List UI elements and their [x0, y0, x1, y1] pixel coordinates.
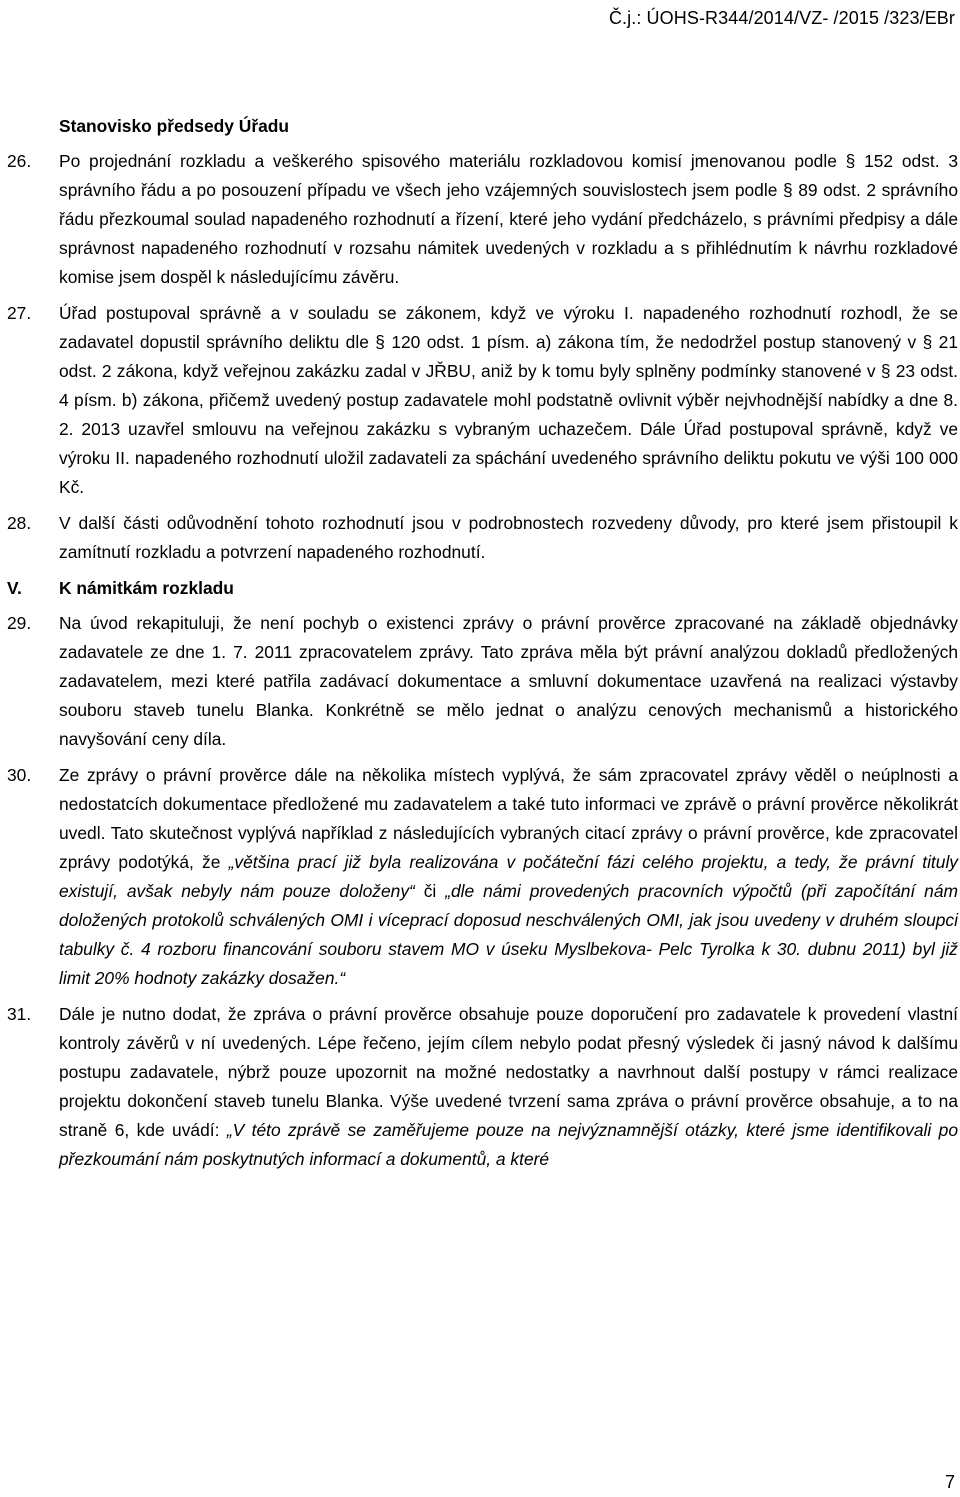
- paragraph-number: 27.: [7, 303, 32, 323]
- document-reference: Č.j.: ÚOHS-R344/2014/VZ- /2015 /323/EBr: [608, 8, 955, 28]
- paragraph-number: 29.: [7, 613, 32, 633]
- paragraph-text: Po projednání rozkladu a veškerého spisového materiálu rozkladovou komisí jmenovanou podle § 152 odst. 3 správního řádu a po posouzení případu ve všech jeho vzájemných souvislostech jsem podle § 89 odst. 2 správního řádu přezkoumal soulad napadeného rozhodnutí a řízení, které jeho vydání předcházelo, s právními předpisy a dále správnost napadeného rozhodnutí v rozsahu námitek uvedených v rozkladu a s přihlédnutím k návrhu rozkladové komise jsem dospěl k následujícímu závěru.: [59, 151, 958, 287]
- paragraph-text: [59, 1000, 958, 1174]
- quote-italic: „dle námi provedených pracovních výpočtů (při započítání nám doložených protokolů schválených OMI i víceprací doposud neschválených OMI, jak jsou uvedeny v druhém sloupci tabulky č. 4 rozboru financování souboru stavem MO v úseku Myslbekova- Pelc Tyrolka k 30. dubnu 2011) byl již limit 20% hodnoty zakázky dosažen.“: [59, 881, 958, 988]
- quote-italic: „V této zprávě se zaměřujeme pouze na nejvýznamnější otázky, které jsme identifikovali po přezkoumání nám poskytnutých informací a dokumentů, a které: [59, 1120, 959, 1169]
- document-body: [0, 112, 958, 1181]
- paragraph-text-part: Ze zprávy o právní prověrce dále na několika místech vyplývá, že sám zpracovatel zprávy věděl o neúplnosti a nedostatcích dokumentace předložené mu zadavatelem a také tuto informaci ve zprávě o právní prověrce několikrát uvedl. Tato skutečnost vyplývá například z následujících vybraných citací zprávy o právní prověrce, kde zpracovatel zprávy podotýká, že: [59, 765, 958, 872]
- paragraph-text: V další části odůvodnění tohoto rozhodnutí jsou v podrobnostech rozvedeny důvody, pro které jsem přistoupil k zamítnutí rozkladu a potvrzení napadeného rozhodnutí.: [59, 513, 958, 562]
- section-title: K námitkám rozkladu: [59, 578, 234, 598]
- paragraph-number: 30.: [7, 765, 32, 785]
- paragraph-text: Úřad postupoval správně a v souladu se zákonem, když ve výroku I. napadeného rozhodnutí rozhodl, že se zadavatel dopustil správního deliktu dle § 120 odst. 1 písm. a) zákona tím, že nedodržel postup stanovený v § 21 odst. 2 zákona, když veřejnou zakázku zadal v JŘBU, aniž by k tomu byly splněny podmínky stanovené v § 23 odst. 4 písm. b) zákona, přičemž uvedený postup zadavatele mohl podstatně ovlivnit výběr nejvhodnější nabídky a dne 8. 2. 2013 uzavřel smlouvu na veřejnou zakázku s vybraným uchazečem. Dále Úřad postupoval správně, když ve výroku II. napadeného rozhodnutí uložil zadavateli za spáchání uvedeného správního deliktu pokutu ve výši 100 000 Kč.: [59, 303, 958, 497]
- paragraph-number: 31.: [7, 1004, 32, 1024]
- section-number: V.: [7, 578, 22, 598]
- paragraph-26: [0, 147, 958, 292]
- paragraph-text: Na úvod rekapituluji, že není pochyb o existenci zprávy o právní prověrce zpracované na základě objednávky zadavatele ze dne 1. 7. 2011 zpracovatelem zprávy. Tato zpráva měla být právní analýzou dokladů předložených zadavatelem, mezi které patřila zadávací dokumentace a smluvní dokumentace uzavřená na realizaci výstavby souboru staveb tunelu Blanka. Konkrétně se mělo jednat o analýzu cenových mechanismů a historického navyšování ceny díla.: [59, 613, 958, 749]
- section-title-v: [0, 574, 958, 603]
- paragraph-text-part: Dále je nutno dodat, že zpráva o právní prověrce obsahuje pouze doporučení pro zadavatele k provedení vlastní kontroly závěrů v ní uvedených. Lépe řečeno, jejím cílem nebylo podat přesný výsledek či jasný návod k dalšímu postupu zadavatele, nýbrž pouze upozornit na možné nedostatky a navrhnout další postupy v rámci realizace projektu dokončení staveb tunelu Blanka. Výše uvedené tvrzení sama zpráva o právní prověrce obsahuje, a to na straně 6, kde uvádí:: [59, 1004, 958, 1140]
- quote-italic: „většina prací již byla realizována v počáteční fázi celého projektu, a tedy, že právní tituly existují, avšak nebyly nám pouze doloženy“: [59, 852, 958, 901]
- paragraph-number: 28.: [7, 513, 32, 533]
- page-number: 7: [944, 1472, 955, 1492]
- paragraph-31: [0, 1000, 958, 1174]
- paragraph-28: [0, 509, 958, 567]
- paragraph-text-part: či: [414, 881, 446, 901]
- paragraph-27: [0, 299, 958, 502]
- paragraph-30: [0, 761, 958, 993]
- paragraph-number: 26.: [7, 151, 32, 171]
- paragraph-29: [0, 609, 958, 754]
- section-heading: Stanovisko předsedy Úřadu: [59, 116, 290, 136]
- paragraph-text: [59, 761, 958, 993]
